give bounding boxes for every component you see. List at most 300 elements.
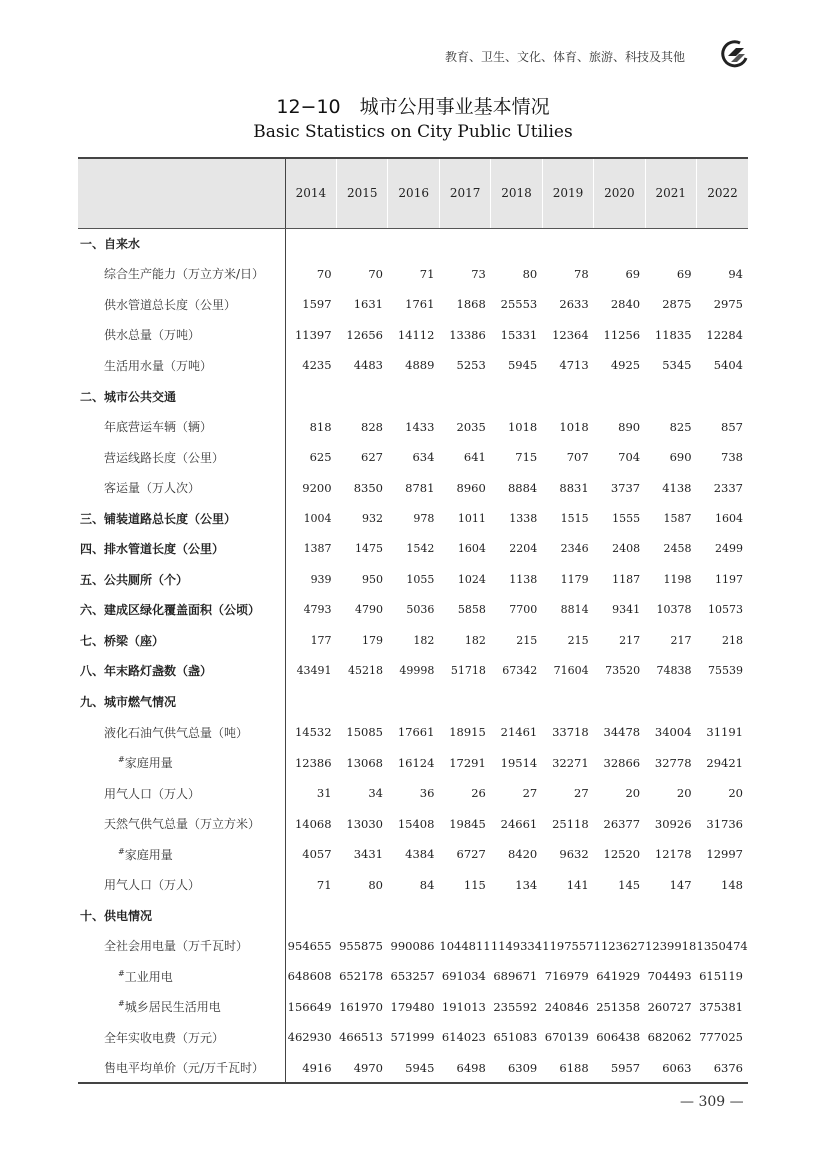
- value-cell-2016: 182: [413, 633, 435, 647]
- row-label-text: 二、城市公共交通: [80, 389, 177, 404]
- value-cell-2017: 1604: [457, 542, 486, 556]
- row-label-text: 十、供电情况: [80, 908, 153, 923]
- value-cell-2020: 20: [625, 786, 641, 801]
- table-row: [78, 931, 748, 962]
- year-header-2015: 2015: [337, 158, 388, 228]
- row-label: [78, 442, 285, 473]
- row-label: [78, 320, 285, 351]
- value-cell-2020: 1187: [612, 572, 641, 586]
- value-cell-2014: 4235: [302, 358, 332, 373]
- table-title-cn: 12−10 城市公用事业基本情况: [276, 96, 550, 118]
- value-cell-2017: [439, 228, 490, 259]
- row-label: [78, 228, 285, 259]
- value-cell-2020: 73520: [605, 664, 641, 678]
- value-cell-2017: 115: [463, 877, 486, 892]
- value-cell-2020: 5957: [594, 1053, 645, 1084]
- row-label-text: 供水总量（万吨）: [104, 328, 201, 343]
- value-cell-2021: [645, 228, 696, 259]
- row-label-text: 液化石油气供气总量（吨）: [104, 725, 249, 740]
- row-label-text: 供水管道总长度（公里）: [104, 297, 237, 312]
- value-cell-2022: 75539: [708, 664, 743, 678]
- subitem-mark: #: [118, 968, 125, 978]
- value-cell-2016: 17661: [397, 725, 435, 740]
- row-label: [78, 381, 285, 412]
- value-cell-2016: [388, 381, 439, 412]
- value-cell-2017: 6498: [439, 1053, 490, 1084]
- row-label: [78, 900, 285, 931]
- value-cell-2020: 34478: [603, 725, 641, 740]
- row-label: [78, 472, 285, 503]
- value-cell-2018: 8420: [507, 847, 538, 862]
- value-cell-2016: 978: [413, 511, 435, 525]
- value-cell-2015: 161970: [339, 999, 383, 1014]
- value-cell-2018: 6309: [491, 1053, 542, 1084]
- table-row: [78, 747, 748, 778]
- row-label-text: 全年实收电费（万元）: [104, 1030, 225, 1045]
- value-cell-2015: 4483: [353, 358, 383, 373]
- value-cell-2019: 33718: [552, 725, 589, 740]
- row-label-text: 五、公共厕所（个）: [80, 572, 189, 587]
- value-cell-2019: 9632: [559, 847, 589, 862]
- value-cell-2020: 26377: [603, 816, 641, 831]
- value-cell-2022: 5404: [713, 358, 743, 373]
- value-cell-2021: 682062: [647, 1030, 692, 1045]
- value-cell-2019: 32271: [552, 755, 589, 770]
- row-label: [78, 503, 285, 534]
- value-cell-2020: [594, 900, 645, 931]
- value-cell-2018: 19514: [500, 755, 538, 770]
- value-cell-2022: 777025: [699, 1030, 743, 1045]
- value-cell-2019: 670139: [544, 1030, 589, 1045]
- value-cell-2017: 2035: [456, 419, 486, 434]
- value-cell-2020: 9341: [612, 603, 641, 617]
- table-row: [78, 289, 748, 320]
- row-label-text: 工业用电: [124, 969, 173, 984]
- value-cell-2018: 1018: [507, 419, 538, 434]
- value-cell-2020: [594, 381, 645, 412]
- value-cell-2015: 828: [361, 419, 383, 434]
- table-row: [78, 442, 748, 473]
- value-cell-2019: 2633: [559, 297, 589, 312]
- subitem-mark: #: [118, 846, 125, 856]
- value-cell-2017: 182: [464, 633, 486, 647]
- row-label: [78, 686, 285, 717]
- value-cell-2021: 74838: [656, 664, 692, 678]
- value-cell-2019: 716979: [544, 969, 589, 984]
- publication-logo-icon: [718, 38, 750, 70]
- value-cell-2017: 8960: [456, 480, 486, 495]
- value-cell-2019: 2346: [560, 542, 589, 556]
- table-row: [78, 839, 748, 870]
- table-row: [78, 564, 748, 595]
- value-cell-2021: 260727: [647, 999, 692, 1014]
- value-cell-2014: 818: [309, 419, 332, 434]
- value-cell-2018: 7700: [509, 603, 538, 617]
- value-cell-2016: 16124: [397, 755, 435, 770]
- value-cell-2021: [645, 381, 696, 412]
- value-cell-2016: 4384: [405, 847, 435, 862]
- value-cell-2017: 13386: [449, 327, 486, 342]
- value-cell-2016: 653257: [390, 969, 435, 984]
- table-row: [78, 259, 748, 290]
- value-cell-2021: 4138: [662, 480, 692, 495]
- value-cell-2015: 4970: [337, 1053, 388, 1084]
- value-cell-2014: 4916: [285, 1053, 336, 1084]
- value-cell-2019: 240846: [544, 999, 589, 1014]
- value-cell-2019: 4713: [559, 358, 589, 373]
- row-label-text: 城乡居民生活用电: [124, 1000, 221, 1015]
- year-header-2018: 2018: [491, 158, 542, 228]
- value-cell-2021: 69: [676, 266, 692, 281]
- value-cell-2019: 707: [566, 450, 589, 465]
- value-cell-2014: 156649: [287, 999, 332, 1014]
- value-cell-2014: [285, 686, 336, 717]
- value-cell-2019: 78: [574, 266, 589, 281]
- value-cell-2021: 1587: [663, 511, 692, 525]
- value-cell-2014: [285, 900, 336, 931]
- value-cell-2019: 8831: [559, 480, 589, 495]
- row-label: [78, 625, 285, 656]
- row-label: [78, 778, 285, 809]
- value-cell-2015: 3431: [353, 847, 383, 862]
- value-cell-2022: 1197: [715, 572, 743, 586]
- value-cell-2015: [337, 228, 388, 259]
- value-cell-2015: 34: [368, 786, 383, 801]
- value-cell-2022: 10573: [708, 603, 743, 617]
- utilities-table: [78, 157, 748, 1084]
- table-title-en: Basic Statistics on City Public Utilies: [253, 122, 573, 142]
- value-cell-2018: 24661: [500, 816, 538, 831]
- value-cell-2022: 857: [721, 419, 743, 434]
- year-header-2019: 2019: [542, 158, 593, 228]
- value-cell-2020: 704: [618, 450, 641, 465]
- table-row: [78, 961, 748, 992]
- value-cell-2018: 15331: [500, 327, 538, 342]
- row-label-text: 生活用水量（万吨）: [104, 358, 213, 373]
- value-cell-2019: 25118: [552, 816, 589, 831]
- value-cell-2014: [285, 381, 336, 412]
- value-cell-2018: 689671: [493, 969, 538, 984]
- value-cell-2019: 1515: [560, 511, 589, 525]
- row-label: [78, 808, 285, 839]
- table-row: [78, 625, 748, 656]
- row-label-text: 四、排水管道长度（公里）: [80, 542, 225, 557]
- value-cell-2021: 1198: [663, 572, 692, 586]
- value-cell-2021: 217: [670, 633, 692, 647]
- value-cell-2020: 2408: [612, 542, 641, 556]
- table-body: [78, 228, 748, 1083]
- row-label-text: 九、城市燃气情况: [80, 694, 177, 709]
- value-cell-2020: 145: [618, 877, 641, 892]
- value-cell-2022: [697, 228, 748, 259]
- value-cell-2015: 4790: [354, 603, 383, 617]
- table-row: [78, 1022, 748, 1053]
- value-cell-2015: [337, 900, 388, 931]
- value-cell-2018: 25553: [500, 297, 538, 312]
- row-label: [78, 1053, 285, 1084]
- row-label: [78, 931, 285, 962]
- table-row: [78, 350, 748, 381]
- value-cell-2014: 4793: [303, 603, 332, 617]
- row-label-text: 三、铺装道路总长度（公里）: [80, 511, 237, 526]
- value-cell-2014: 648608: [287, 969, 332, 984]
- value-cell-2016: 71: [419, 266, 435, 281]
- value-cell-2018: 235592: [493, 999, 538, 1014]
- value-cell-2018: 1149334: [490, 938, 543, 953]
- value-cell-2017: 5858: [457, 603, 486, 617]
- table-row: [78, 381, 748, 412]
- table-row: [78, 900, 748, 931]
- row-label: [78, 1022, 285, 1053]
- value-cell-2020: 1123627: [593, 938, 645, 953]
- row-label-text: 八、年末路灯盏数（盏）: [80, 664, 213, 679]
- value-cell-2020: [594, 228, 645, 259]
- value-cell-2015: 70: [368, 266, 383, 281]
- value-cell-2014: 4057: [302, 847, 332, 862]
- value-cell-2020: 251358: [596, 999, 641, 1014]
- value-cell-2014: 1004: [303, 511, 332, 525]
- value-cell-2017: [439, 686, 490, 717]
- table-row: [78, 686, 748, 717]
- value-cell-2016: 4889: [405, 358, 435, 373]
- value-cell-2022: [697, 381, 748, 412]
- row-label-text: 天然气供气总量（万立方米）: [104, 817, 261, 832]
- row-label-text: 一、自来水: [80, 237, 141, 252]
- value-cell-2020: 4925: [610, 358, 641, 373]
- table-row: [78, 1053, 748, 1084]
- value-cell-2017: 51718: [450, 664, 486, 678]
- value-cell-2019: 6188: [542, 1053, 593, 1084]
- value-cell-2022: 12997: [706, 847, 743, 862]
- value-cell-2022: 2499: [715, 542, 743, 556]
- value-cell-2019: 71604: [553, 664, 589, 678]
- value-cell-2017: 1044811: [439, 938, 491, 953]
- value-cell-2022: 29421: [706, 755, 743, 770]
- value-cell-2017: 6727: [456, 847, 486, 862]
- value-cell-2021: 30926: [654, 816, 692, 831]
- value-cell-2016: 36: [419, 786, 435, 801]
- value-cell-2017: 1868: [456, 297, 486, 312]
- value-cell-2016: 84: [419, 877, 435, 892]
- row-label-text: 综合生产能力（万立方米/日）: [104, 267, 265, 282]
- value-cell-2015: [337, 686, 388, 717]
- value-cell-2016: 1055: [406, 572, 435, 586]
- value-cell-2014: [285, 228, 336, 259]
- row-label: [78, 533, 285, 564]
- value-cell-2014: 9200: [302, 480, 332, 495]
- value-cell-2015: 1631: [353, 297, 383, 312]
- value-cell-2022: 1350474: [696, 938, 748, 953]
- row-label-text: 售电平均单价（元/万千瓦时）: [104, 1061, 265, 1076]
- table-row: [78, 778, 748, 809]
- table-row: [78, 472, 748, 503]
- value-cell-2022: 12284: [706, 327, 743, 342]
- value-cell-2022: 6376: [697, 1053, 748, 1084]
- value-cell-2015: 13030: [346, 816, 383, 831]
- value-cell-2017: [439, 900, 490, 931]
- value-cell-2018: 67342: [502, 664, 538, 678]
- value-cell-2022: 375381: [699, 999, 743, 1014]
- year-header-2017: 2017: [439, 158, 490, 228]
- value-cell-2020: 32866: [603, 755, 641, 770]
- value-cell-2017: 614023: [441, 1030, 486, 1045]
- row-label-text: 年底营运车辆（辆）: [104, 420, 213, 435]
- year-header-row: [78, 158, 748, 228]
- value-cell-2020: 3737: [610, 480, 641, 495]
- value-cell-2015: 12656: [346, 327, 383, 342]
- value-cell-2022: 218: [722, 633, 743, 647]
- value-cell-2014: 12386: [294, 755, 332, 770]
- value-cell-2014: 11397: [294, 327, 332, 342]
- value-cell-2015: 652178: [339, 969, 383, 984]
- value-cell-2016: 8781: [405, 480, 435, 495]
- value-cell-2016: 5036: [406, 603, 435, 617]
- value-cell-2016: 634: [412, 450, 435, 465]
- table-row: [78, 869, 748, 900]
- year-header-2021: 2021: [645, 158, 696, 228]
- value-cell-2022: 2337: [713, 480, 743, 495]
- value-cell-2016: 179480: [390, 999, 435, 1014]
- value-cell-2022: 2975: [713, 297, 743, 312]
- value-cell-2022: 20: [728, 786, 743, 801]
- value-cell-2016: 1433: [405, 419, 435, 434]
- value-cell-2018: [491, 228, 542, 259]
- value-cell-2022: 148: [721, 877, 743, 892]
- value-cell-2017: 26: [471, 786, 486, 801]
- value-cell-2020: 11256: [603, 327, 641, 342]
- row-label-text: 用气人口（万人）: [104, 878, 201, 893]
- value-cell-2014: 939: [310, 572, 332, 586]
- value-cell-2022: [697, 686, 748, 717]
- value-cell-2018: 1338: [509, 511, 538, 525]
- value-cell-2017: 17291: [449, 755, 486, 770]
- value-cell-2019: [542, 381, 593, 412]
- row-label-text: 家庭用量: [124, 847, 173, 862]
- row-label: [78, 961, 285, 992]
- value-cell-2021: 12178: [654, 847, 692, 862]
- row-label: [78, 717, 285, 748]
- value-cell-2022: [697, 900, 748, 931]
- page-number: — 309 —: [680, 1094, 744, 1110]
- value-cell-2014: 43491: [296, 664, 332, 678]
- table-row: [78, 228, 748, 259]
- value-cell-2017: 73: [471, 266, 486, 281]
- value-cell-2018: [491, 381, 542, 412]
- value-cell-2020: 69: [625, 266, 641, 281]
- value-cell-2019: 27: [574, 786, 589, 801]
- row-label: [78, 747, 285, 778]
- row-label: [78, 411, 285, 442]
- table-row: [78, 808, 748, 839]
- value-cell-2018: 715: [515, 450, 538, 465]
- value-cell-2021: 690: [669, 450, 692, 465]
- value-cell-2018: [491, 686, 542, 717]
- value-cell-2014: 71: [316, 877, 332, 892]
- value-cell-2022: 615119: [699, 969, 743, 984]
- year-header-2022: 2022: [697, 158, 748, 228]
- row-label-text: 客运量（万人次）: [104, 481, 201, 496]
- value-cell-2015: 8350: [353, 480, 383, 495]
- year-header-2016: 2016: [388, 158, 439, 228]
- value-cell-2017: 191013: [441, 999, 486, 1014]
- value-cell-2015: 179: [361, 633, 383, 647]
- value-cell-2019: 1179: [560, 572, 589, 586]
- value-cell-2020: 2840: [610, 297, 641, 312]
- value-cell-2018: 651083: [493, 1030, 538, 1045]
- value-cell-2014: 462930: [287, 1030, 332, 1045]
- value-cell-2019: 215: [567, 633, 589, 647]
- row-label: [78, 595, 285, 626]
- value-cell-2018: 21461: [500, 725, 538, 740]
- value-cell-2017: 1011: [457, 511, 486, 525]
- year-header-2014: 2014: [285, 158, 336, 228]
- value-cell-2021: 32778: [654, 755, 692, 770]
- value-cell-2016: [388, 900, 439, 931]
- value-cell-2018: 5945: [507, 358, 538, 373]
- value-cell-2021: 20: [676, 786, 692, 801]
- value-cell-2020: 1555: [612, 511, 641, 525]
- value-cell-2015: 80: [368, 877, 383, 892]
- row-label-text: 七、桥梁（座）: [80, 633, 165, 648]
- table-row: [78, 411, 748, 442]
- value-cell-2021: 2875: [662, 297, 692, 312]
- row-label: [78, 992, 285, 1023]
- value-cell-2018: 8884: [507, 480, 538, 495]
- value-cell-2015: 45218: [347, 664, 383, 678]
- table-row: [78, 503, 748, 534]
- value-cell-2017: 691034: [441, 969, 486, 984]
- row-label: [78, 259, 285, 290]
- value-cell-2021: [645, 686, 696, 717]
- value-cell-2016: 5945: [388, 1053, 439, 1084]
- value-cell-2015: 950: [361, 572, 383, 586]
- value-cell-2014: 1597: [302, 297, 332, 312]
- value-cell-2016: 1761: [405, 297, 435, 312]
- value-cell-2018: 1138: [509, 572, 538, 586]
- value-cell-2018: 27: [522, 786, 538, 801]
- table-row: [78, 656, 748, 687]
- value-cell-2022: 738: [721, 450, 743, 465]
- value-cell-2019: [542, 686, 593, 717]
- value-cell-2021: [645, 900, 696, 931]
- value-cell-2019: 8814: [560, 603, 589, 617]
- value-cell-2020: 606438: [596, 1030, 641, 1045]
- value-cell-2015: 932: [361, 511, 383, 525]
- value-cell-2022: 1604: [715, 511, 743, 525]
- value-cell-2021: 147: [669, 877, 692, 892]
- value-cell-2020: 12520: [603, 847, 641, 862]
- value-cell-2019: 1018: [559, 419, 589, 434]
- value-cell-2015: 466513: [339, 1030, 383, 1045]
- value-cell-2016: [388, 686, 439, 717]
- value-cell-2017: 641: [463, 450, 486, 465]
- value-cell-2018: 80: [522, 266, 538, 281]
- row-label: [78, 839, 285, 870]
- value-cell-2017: [439, 381, 490, 412]
- value-cell-2021: 6063: [645, 1053, 696, 1084]
- row-label-text: 全社会用电量（万千瓦时）: [104, 939, 249, 954]
- value-cell-2017: 1024: [457, 572, 486, 586]
- value-cell-2021: 11835: [654, 327, 692, 342]
- value-cell-2021: 34004: [654, 725, 692, 740]
- subitem-mark: #: [118, 755, 125, 765]
- value-cell-2022: 94: [728, 266, 743, 281]
- table-row: [78, 533, 748, 564]
- value-cell-2016: 990086: [390, 938, 435, 953]
- value-cell-2019: 1197557: [542, 938, 594, 953]
- value-cell-2017: 19845: [449, 816, 486, 831]
- value-cell-2020: 641929: [596, 969, 641, 984]
